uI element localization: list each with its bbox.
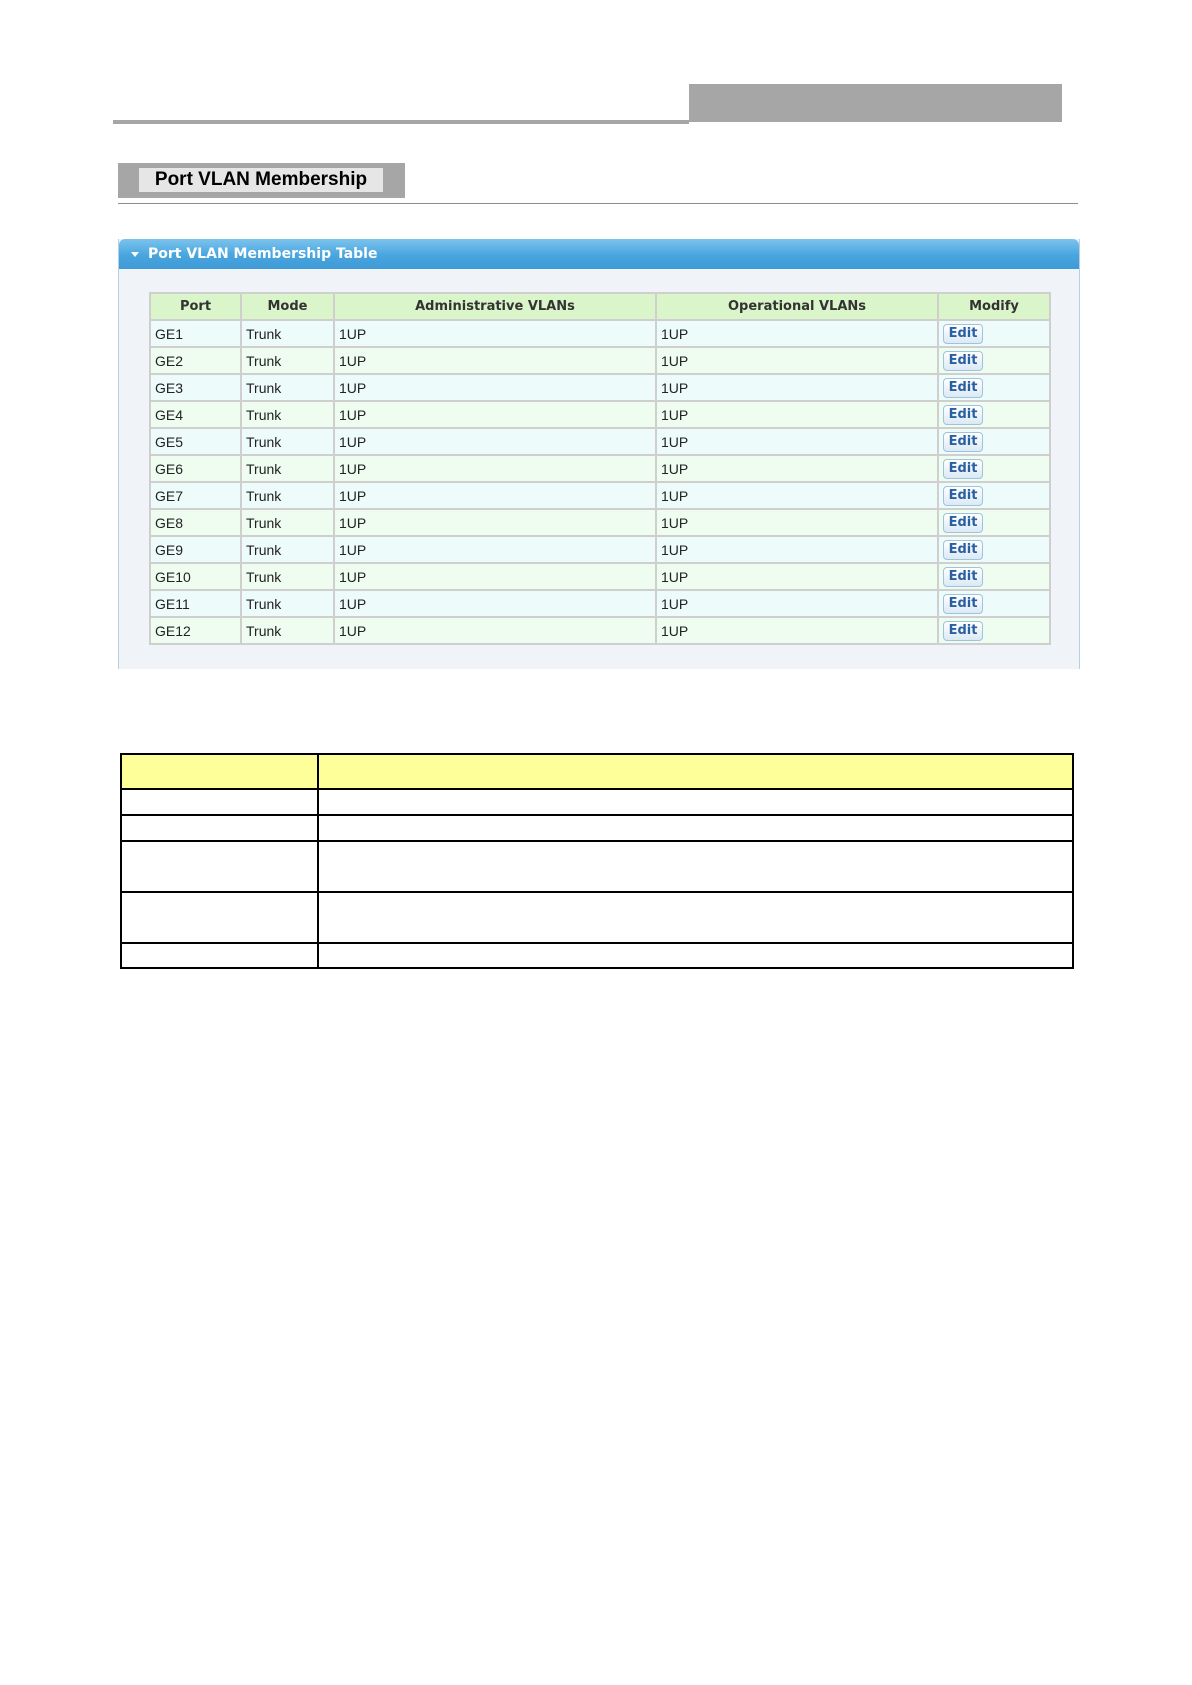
table-row: [150, 536, 1050, 563]
oper-vlans-cell: 1UP: [656, 428, 938, 455]
desc-row: [121, 841, 1073, 892]
section-divider: [118, 203, 1078, 204]
table-row: [150, 590, 1050, 617]
desc-row: [121, 789, 1073, 815]
page-title: Port VLAN Membership: [139, 168, 383, 192]
col-header-port: Port: [150, 293, 241, 320]
port-cell: GE10: [150, 563, 241, 590]
oper-vlans-cell: 1UP: [656, 590, 938, 617]
modify-cell: [938, 455, 1050, 482]
table-row: [150, 617, 1050, 644]
admin-vlans-cell: 1UP: [334, 617, 656, 644]
admin-vlans-cell: 1UP: [334, 590, 656, 617]
desc-header-cell: [318, 754, 1073, 789]
table-row: [150, 401, 1050, 428]
modify-cell: [938, 617, 1050, 644]
admin-vlans-cell: 1UP: [334, 482, 656, 509]
table-header-row: [150, 293, 1050, 320]
port-cell: GE2: [150, 347, 241, 374]
admin-vlans-cell: 1UP: [334, 374, 656, 401]
modify-cell: [938, 428, 1050, 455]
edit-button[interactable]: Edit: [943, 567, 983, 587]
modify-cell: [938, 374, 1050, 401]
mode-cell: Trunk: [241, 536, 334, 563]
mode-cell: Trunk: [241, 374, 334, 401]
col-header-mode: Mode: [241, 293, 334, 320]
port-cell: GE5: [150, 428, 241, 455]
desc-row: [121, 892, 1073, 943]
modify-cell: [938, 509, 1050, 536]
port-cell: GE9: [150, 536, 241, 563]
table-row: [150, 455, 1050, 482]
mode-cell: Trunk: [241, 482, 334, 509]
vlan-membership-panel: [118, 239, 1080, 669]
edit-button[interactable]: Edit: [943, 405, 983, 425]
port-cell: GE7: [150, 482, 241, 509]
oper-vlans-cell: 1UP: [656, 320, 938, 347]
vlan-membership-table: [149, 292, 1051, 645]
admin-vlans-cell: 1UP: [334, 509, 656, 536]
oper-vlans-cell: 1UP: [656, 617, 938, 644]
oper-vlans-cell: 1UP: [656, 482, 938, 509]
mode-cell: Trunk: [241, 509, 334, 536]
triangle-down-icon[interactable]: [131, 252, 139, 257]
oper-vlans-cell: 1UP: [656, 374, 938, 401]
modify-cell: [938, 401, 1050, 428]
edit-button[interactable]: Edit: [943, 324, 983, 344]
description-table: [120, 753, 1074, 969]
section-title-box: [118, 163, 405, 198]
table-row: [150, 509, 1050, 536]
header-rule: [113, 120, 689, 124]
table-row: [150, 374, 1050, 401]
table-row: [150, 320, 1050, 347]
mode-cell: Trunk: [241, 320, 334, 347]
edit-button[interactable]: Edit: [943, 621, 983, 641]
mode-cell: Trunk: [241, 347, 334, 374]
port-cell: GE3: [150, 374, 241, 401]
col-header-oper-vlans: Operational VLANs: [656, 293, 938, 320]
mode-cell: Trunk: [241, 428, 334, 455]
admin-vlans-cell: 1UP: [334, 401, 656, 428]
port-cell: GE12: [150, 617, 241, 644]
desc-row: [121, 943, 1073, 968]
oper-vlans-cell: 1UP: [656, 347, 938, 374]
col-header-admin-vlans: Administrative VLANs: [334, 293, 656, 320]
header-bar: [689, 84, 1062, 122]
desc-header-cell: [121, 754, 318, 789]
edit-button[interactable]: Edit: [943, 486, 983, 506]
mode-cell: Trunk: [241, 590, 334, 617]
modify-cell: [938, 320, 1050, 347]
admin-vlans-cell: 1UP: [334, 536, 656, 563]
mode-cell: Trunk: [241, 401, 334, 428]
oper-vlans-cell: 1UP: [656, 536, 938, 563]
table-row: [150, 563, 1050, 590]
table-row: [150, 347, 1050, 374]
modify-cell: [938, 590, 1050, 617]
port-cell: GE8: [150, 509, 241, 536]
admin-vlans-cell: 1UP: [334, 347, 656, 374]
admin-vlans-cell: 1UP: [334, 320, 656, 347]
edit-button[interactable]: Edit: [943, 540, 983, 560]
mode-cell: Trunk: [241, 563, 334, 590]
panel-header[interactable]: [119, 239, 1079, 269]
col-header-modify: Modify: [938, 293, 1050, 320]
port-cell: GE1: [150, 320, 241, 347]
port-cell: GE11: [150, 590, 241, 617]
desc-row: [121, 815, 1073, 841]
admin-vlans-cell: 1UP: [334, 563, 656, 590]
edit-button[interactable]: Edit: [943, 351, 983, 371]
oper-vlans-cell: 1UP: [656, 563, 938, 590]
modify-cell: [938, 536, 1050, 563]
modify-cell: [938, 347, 1050, 374]
table-body: [150, 320, 1050, 644]
table-row: [150, 428, 1050, 455]
mode-cell: Trunk: [241, 455, 334, 482]
oper-vlans-cell: 1UP: [656, 455, 938, 482]
modify-cell: [938, 482, 1050, 509]
modify-cell: [938, 563, 1050, 590]
mode-cell: Trunk: [241, 617, 334, 644]
panel-title: Port VLAN Membership Table: [148, 246, 378, 262]
admin-vlans-cell: 1UP: [334, 428, 656, 455]
oper-vlans-cell: 1UP: [656, 509, 938, 536]
admin-vlans-cell: 1UP: [334, 455, 656, 482]
desc-header-row: [121, 754, 1073, 789]
oper-vlans-cell: 1UP: [656, 401, 938, 428]
edit-button[interactable]: Edit: [943, 594, 983, 614]
edit-button[interactable]: Edit: [943, 513, 983, 533]
table-row: [150, 482, 1050, 509]
panel-body: [119, 269, 1079, 669]
edit-button[interactable]: Edit: [943, 378, 983, 398]
edit-button[interactable]: Edit: [943, 432, 983, 452]
port-cell: GE6: [150, 455, 241, 482]
port-cell: GE4: [150, 401, 241, 428]
edit-button[interactable]: Edit: [943, 459, 983, 479]
